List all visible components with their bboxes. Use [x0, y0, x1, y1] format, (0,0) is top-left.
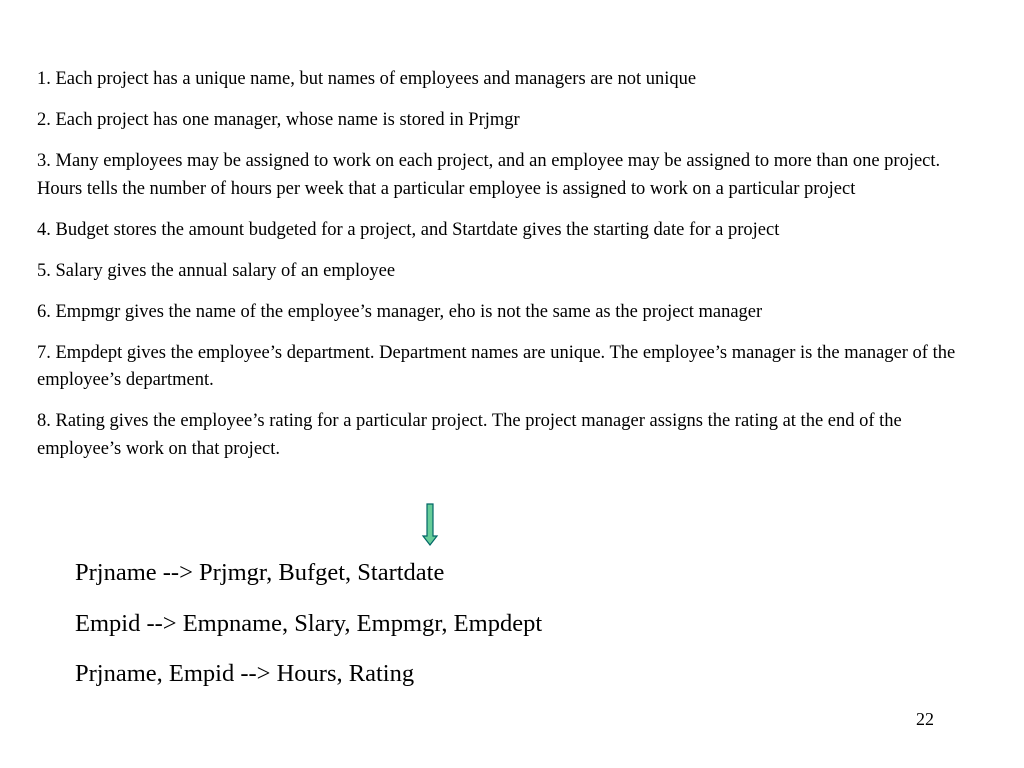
rule-3: 3. Many employees may be assigned to work on each project, and an employee may be assigned to more than one project. Hours tells the number of hours per week that a particular employee is assigned to work on a particular project: [37, 151, 941, 199]
slide-number: 22: [916, 709, 934, 729]
rule-8: 8. Rating gives the employee’s rating for a particular project. The project manager assigns the rating at the end of the employee’s work on that project.: [37, 411, 902, 459]
business-rules-list: [37, 66, 987, 477]
rule-6: 6. Empmgr gives the name of the employee’s manager, eho is not the same as the project manager: [37, 301, 763, 322]
rule-1: 1. Each project has a unique name, but names of employees and managers are not unique: [37, 69, 697, 89]
down-arrow-icon: [420, 503, 440, 547]
dependency-1: Prjname --> Prjmgr, Bufget, Startdate: [75, 559, 445, 586]
rule-4: 4. Budget stores the amount budgeted for a project, and Startdate gives the starting date for a project: [37, 219, 780, 240]
dependency-3: Prjname, Empid --> Hours, Rating: [75, 660, 415, 687]
down-arrow-shape: [423, 504, 437, 545]
rule-2: 2. Each project has one manager, whose name is stored in Prjmgr: [37, 110, 520, 130]
dependency-2: Empid --> Empname, Slary, Empmgr, Empdept: [75, 609, 543, 637]
functional-dependencies: [75, 556, 875, 708]
rule-7: 7. Empdept gives the employee’s department. Department names are unique. The employee’s manager is the manager of the employee’s department.: [37, 342, 956, 390]
rule-5: 5. Salary gives the annual salary of an employee: [37, 260, 396, 281]
